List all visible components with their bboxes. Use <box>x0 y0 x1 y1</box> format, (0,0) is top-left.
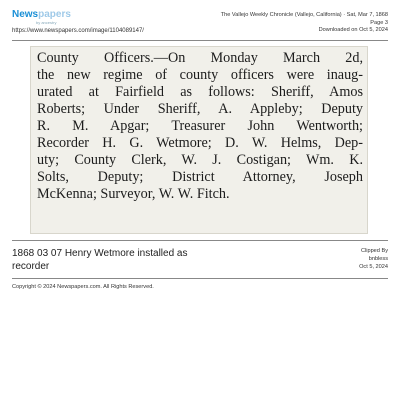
clipping-line: County Officers.—On Monday March 2d, <box>37 50 363 66</box>
clipping-line: Solts, Deputy; District Attorney, Joseph <box>37 169 363 185</box>
clipping-line: uty; County Clerk, W. J. Costigan; Wm. K. <box>37 152 363 168</box>
clipping-line: McKenna; Surveyor, W. W. Fitch. <box>37 186 230 202</box>
download-date: Downloaded on Oct 5, 2024 <box>318 27 388 34</box>
clipping-line: Recorder H. G. Wetmore; D. W. Helms, Dep- <box>37 135 363 151</box>
footer-divider <box>12 278 388 279</box>
page-header <box>12 10 388 40</box>
clipping-line: R. M. Apgar; Treasurer John Wentworth; <box>37 118 363 134</box>
newspaper-clipping-image <box>30 46 368 234</box>
clipping-line: Roberts; Under Sheriff, A. Appleby; Deputy <box>37 101 363 117</box>
newspapers-logo[interactable] <box>12 10 71 20</box>
clipped-by-info <box>359 247 388 271</box>
clipping-divider <box>12 240 388 241</box>
publication-meta <box>221 12 388 35</box>
clipping-line: the new regime of county officers were inaug- <box>37 67 363 83</box>
header-divider <box>12 40 388 41</box>
source-url-link[interactable]: https://www.newspapers.com/image/1104089147/ <box>12 28 144 34</box>
clipped-by-label: Clipped By <box>360 248 388 254</box>
page-number: Page 3 <box>370 19 388 26</box>
logo-subtitle: by ancestry <box>36 20 57 25</box>
clipping-caption: 1868 03 07 Henry Wetmore installed as recorder <box>12 248 188 272</box>
clipped-by-user[interactable]: bnbless <box>368 256 388 262</box>
clipped-date: Oct 5, 2024 <box>359 264 388 270</box>
logo-accent-text: papers <box>38 9 71 20</box>
clipping-text <box>37 50 363 203</box>
logo-main-text: News <box>12 9 39 20</box>
publication-title: The Vallejo Weekly Chronicle (Vallejo, California) · Sat, Mar 7, 1868 <box>220 12 388 18</box>
clipping-line: urated at Fairfield as follows: Sheriff, Amos <box>37 84 363 100</box>
copyright-notice: Copyright © 2024 Newspapers.com. All Rights Reserved. <box>12 284 154 290</box>
